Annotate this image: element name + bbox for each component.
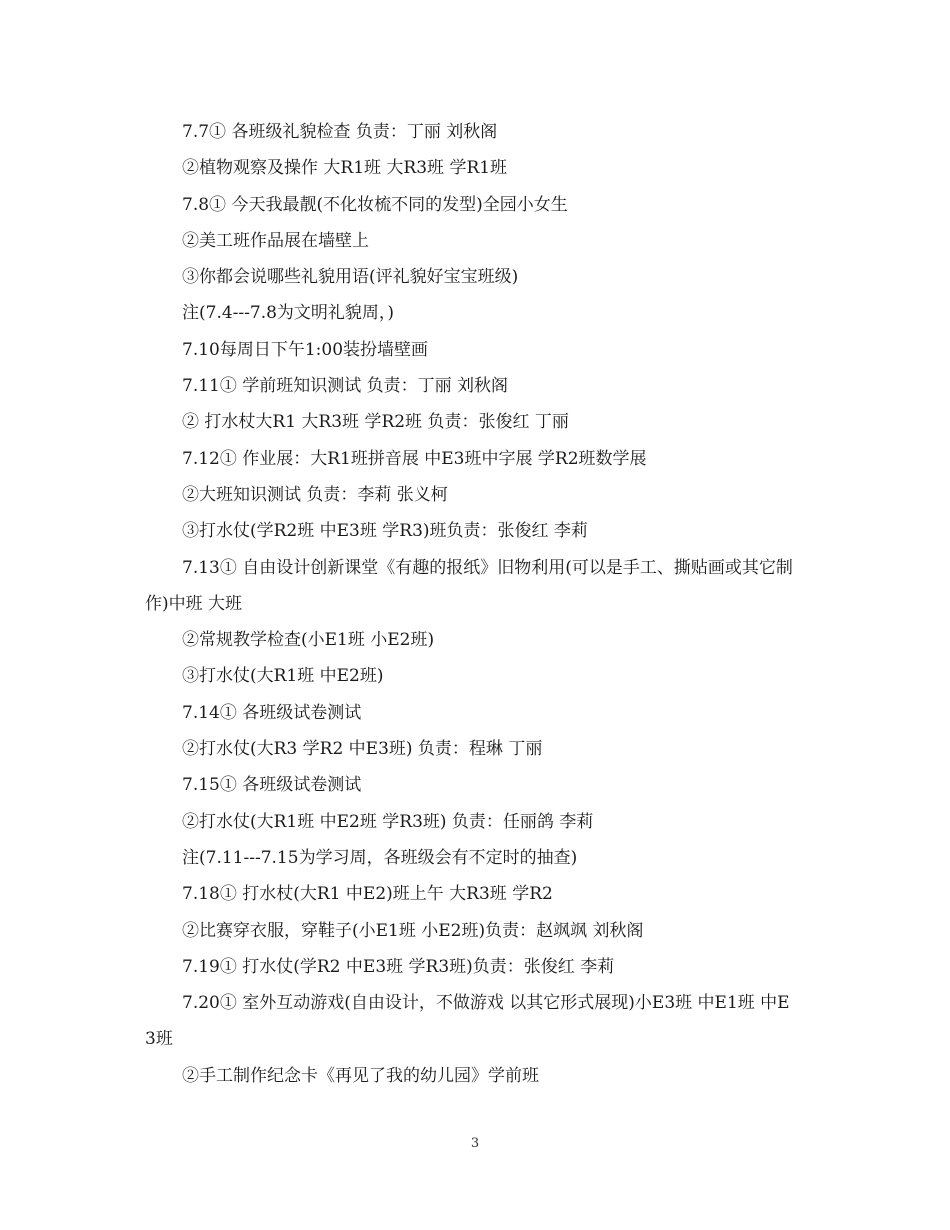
paragraph: 7.15① 各班级试卷测试 — [182, 775, 362, 796]
page-number: 3 — [470, 1136, 480, 1151]
paragraph: ②美工班作品展在墙壁上 — [182, 230, 369, 251]
paragraph: ②大班知识测试 负责：李莉 张义柯 — [182, 484, 448, 505]
paragraph: 7.11① 学前班知识测试 负责：丁丽 刘秋阁 — [182, 376, 509, 397]
paragraph: ③你都会说哪些礼貌用语(评礼貌好宝宝班级) — [182, 267, 519, 288]
paragraph: ②打水仗(大R1班 中E2班 学R3班) 负责：任丽鸽 李莉 — [182, 811, 594, 832]
note-paragraph: 注(7.4---7.8为文明礼貌周，) — [182, 303, 395, 324]
paragraph: 7.8① 今天我最靓(不化妆梳不同的发型)全园小女生 — [182, 194, 568, 215]
paragraph: 7.7① 各班级礼貌检查 负责：丁丽 刘秋阁 — [182, 122, 498, 142]
paragraph: ②比赛穿衣服，穿鞋子(小E1班 小E2班)负责：赵飒飒 刘秋阁 — [182, 920, 644, 941]
paragraph: 7.13① 自由设计创新课堂《有趣的报纸》旧物利用(可以是手工、撕贴画或其它制作)中班 大班 — [145, 557, 793, 614]
paragraph: ②打水仗(大R3 学R2 中E3班) 负责：程琳 丁丽 — [182, 739, 543, 760]
paragraph: ② 打水杖大R1 大R3班 学R2班 负责：张俊红 丁丽 — [182, 412, 569, 433]
document-body — [145, 114, 800, 1094]
paragraph: 7.14① 各班级试卷测试 — [182, 702, 362, 723]
paragraph: ③打水仗(大R1班 中E2班) — [182, 666, 384, 687]
paragraph: 7.19① 打水仗(学R2 中E3班 学R3班)负责：张俊红 李莉 — [182, 956, 615, 977]
paragraph: 7.20① 室外互动游戏(自由设计，不做游戏 以其它形式展现)小E3班 中E1班 中E3班 — [145, 993, 790, 1050]
paragraph: 7.10每周日下午1:00装扮墙壁画 — [182, 339, 429, 360]
paragraph: 7.18① 打水杖(大R1 中E2)班上午 大R3班 学R2 — [182, 884, 553, 905]
paragraph: ③打水仗(学R2班 中E3班 学R3)班负责：张俊红 李莉 — [182, 521, 588, 542]
note-paragraph: 注(7.11---7.15为学习周，各班级会有不定时的抽查) — [182, 847, 578, 868]
paragraph: ②手工制作纪念卡《再见了我的幼儿园》学前班 — [182, 1065, 539, 1086]
paragraph: ②常规教学检查(小E1班 小E2班) — [182, 630, 435, 651]
paragraph: 7.12① 作业展：大R1班拼音展 中E3班中字展 学R2班数学展 — [182, 448, 647, 469]
paragraph: ②植物观察及操作 大R1班 大R3班 学R1班 — [182, 158, 508, 179]
